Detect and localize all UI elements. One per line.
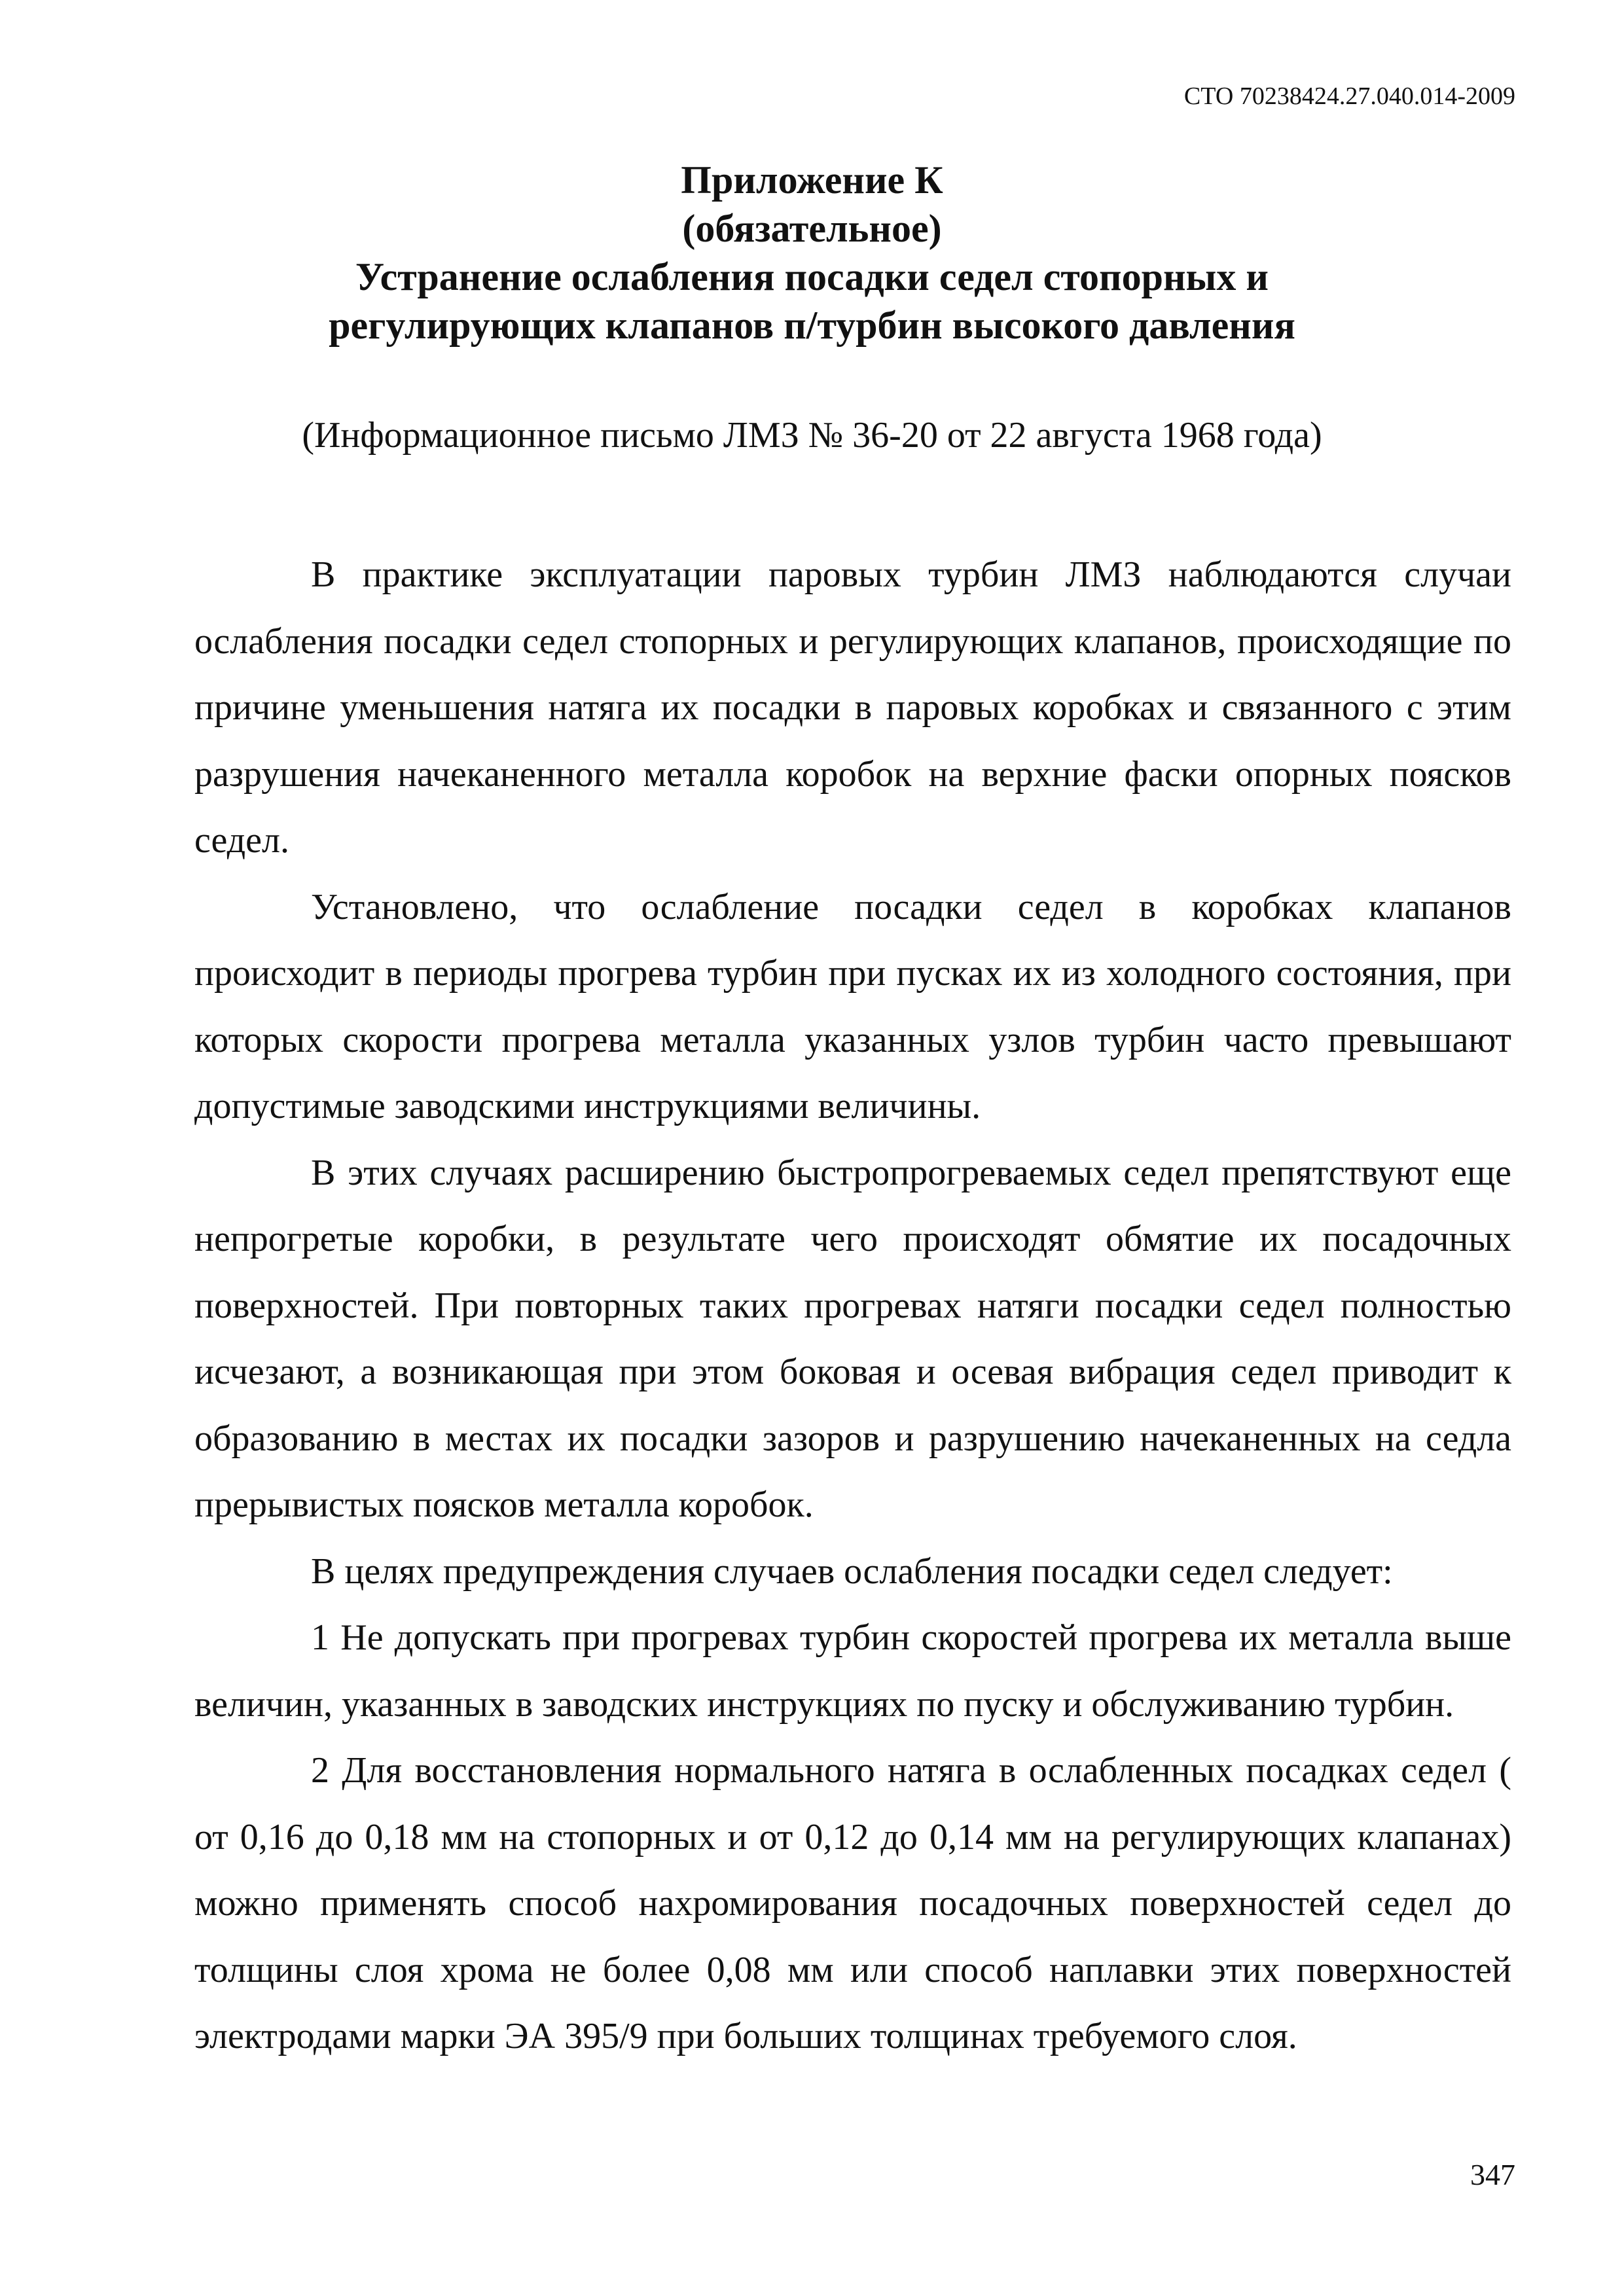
paragraph-2: Установлено, что ослабление посадки седел в коробках клапанов происходит в периоды прогрева турбин при пусках их из холодного состояния, при которых скорости прогрева металла указанных узлов турбин часто превышают допустимые заводскими инструкциями величины. — [194, 886, 1511, 1126]
appendix-title: Приложение К — [681, 158, 943, 202]
appendix-heading — [0, 156, 1624, 350]
body-text — [194, 542, 1511, 2070]
appendix-status: (обязательное) — [682, 207, 942, 250]
page-number: 347 — [1470, 2158, 1515, 2191]
paragraph-1: В практике эксплуатации паровых турбин ЛМЗ наблюдаются случаи ослабления посадки седел стопорных и регулирующих клапанов, происходящие по причине уменьшения натяга их посадки в паровых коробках и связанного с этим разрушения начеканенного металла коробок на верхние фаски опорных поясков седел. — [194, 554, 1511, 861]
heading-line-1: Устранение ослабления посадки седел стопорных и — [355, 255, 1269, 298]
standard-code: СТО 70238424.27.040.014-2009 — [1183, 82, 1515, 110]
source-note: (Информационное письмо ЛМЗ № 36-20 от 22 августа 1968 года) — [302, 415, 1322, 456]
paragraph-3: В этих случаях расширению быстропрогреваемых седел препятствуют еще непрогретые коробки, в результате чего происходят обмятие их посадочных поверхностей. При повторных таких прогревах натяги посадки седел полностью исчезают, а возникающая при этом боковая и осевая вибрация седел приводит к образованию в местах их посадки зазоров и разрушению начеканенных на седла прерывистых поясков металла коробок. — [194, 1152, 1511, 1525]
paragraph-4: В целях предупреждения случаев ослабления посадки седел следует: — [311, 1551, 1393, 1592]
heading-line-2: регулирующих клапанов п/турбин высокого давления — [329, 304, 1295, 347]
paragraph-item-1: 1 Не допускать при прогревах турбин скоростей прогрева их металла выше величин, указанных в заводских инструкциях по пуску и обслуживанию турбин. — [194, 1617, 1511, 1725]
paragraph-item-2: 2 Для восстановления нормального натяга в ослабленных посадках седел ( от 0,16 до 0,18 мм на стопорных и от 0,12 до 0,14 мм на регулирующих клапанах) можно применять способ нахромирования посадочных поверхностей седел до толщины слоя хрома не более 0,08 мм или способ наплавки этих поверхностей электродами марки ЭА 395/9 при больших толщинах требуемого слоя. — [194, 1750, 1511, 2056]
